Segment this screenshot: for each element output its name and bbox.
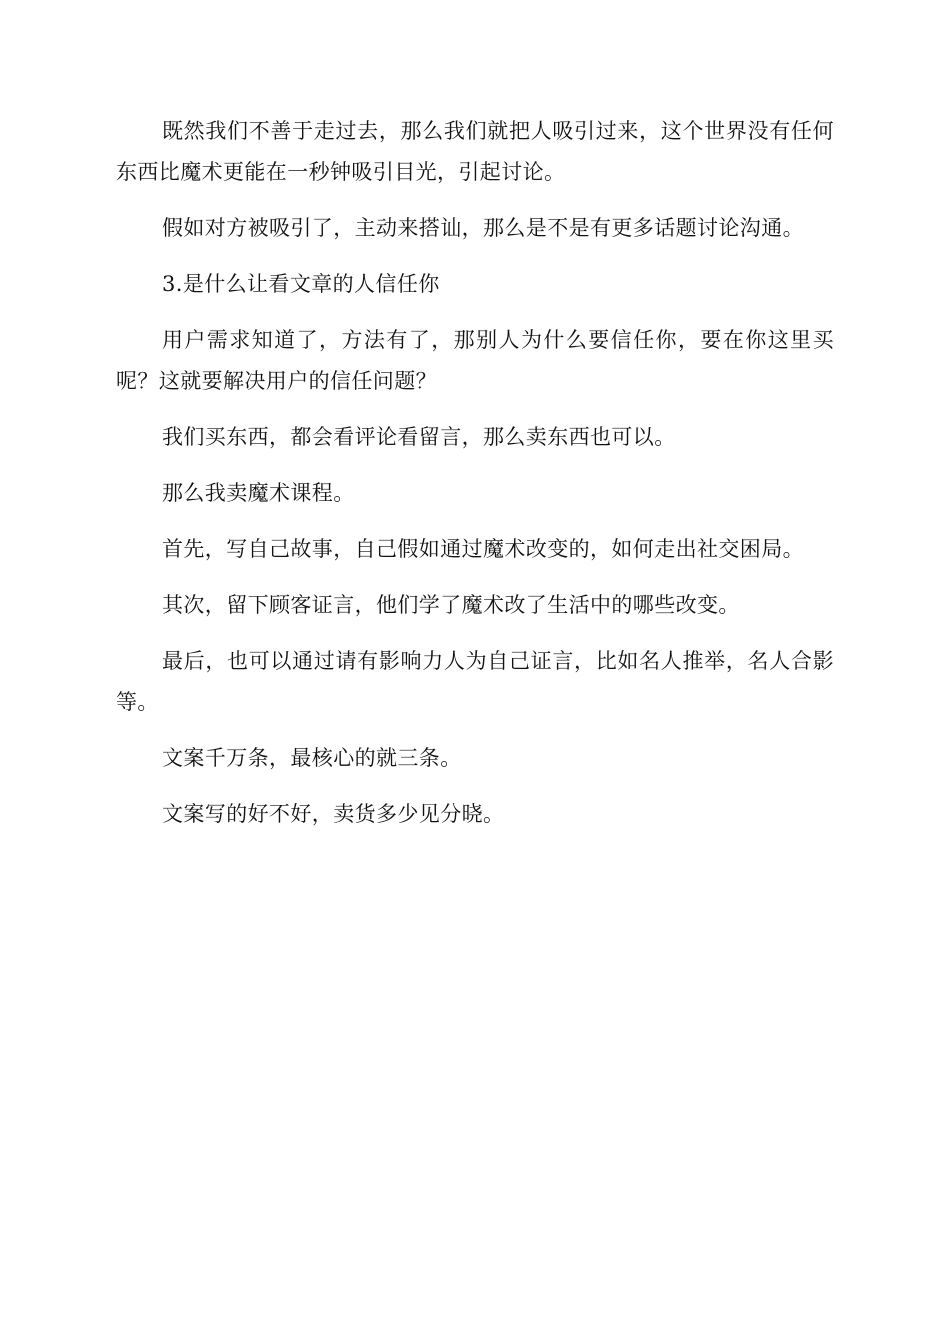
paragraph-first-story: 首先，写自己故事，自己假如通过魔术改变的，如何走出社交困局。 xyxy=(162,537,804,561)
paragraph-reviews: 我们买东西，都会看评论看留言，那么卖东西也可以。 xyxy=(162,425,676,449)
paragraph-sell-course: 那么我卖魔术课程。 xyxy=(162,481,355,505)
paragraph-second-testimonials: 其次，留下顾客证言，他们学了魔术改了生活中的哪些改变。 xyxy=(162,593,740,617)
section-heading-trust: 3.是什么让看文章的人信任你 xyxy=(162,272,440,296)
paragraph-last-influencers: 最后，也可以通过请有影响力人为自己证言，比如名人推举，名人合影等。 xyxy=(116,649,834,714)
paragraph-conclusion: 文案写的好不好，卖货多少见分晓。 xyxy=(162,802,505,826)
document-page xyxy=(116,111,834,850)
paragraph-core-three: 文案千万条，最核心的就三条。 xyxy=(162,746,462,770)
paragraph-conversation: 假如对方被吸引了，主动来搭讪，那么是不是有更多话题讨论沟通。 xyxy=(162,216,804,240)
paragraph-trust-problem: 用户需求知道了，方法有了，那别人为什么要信任你，要在你这里买呢？这就要解决用户的信任问题？ xyxy=(116,328,834,393)
paragraph-attract: 既然我们不善于走过去，那么我们就把人吸引过来，这个世界没有任何东西比魔术更能在一秒钟吸引目光，引起讨论。 xyxy=(116,119,834,184)
